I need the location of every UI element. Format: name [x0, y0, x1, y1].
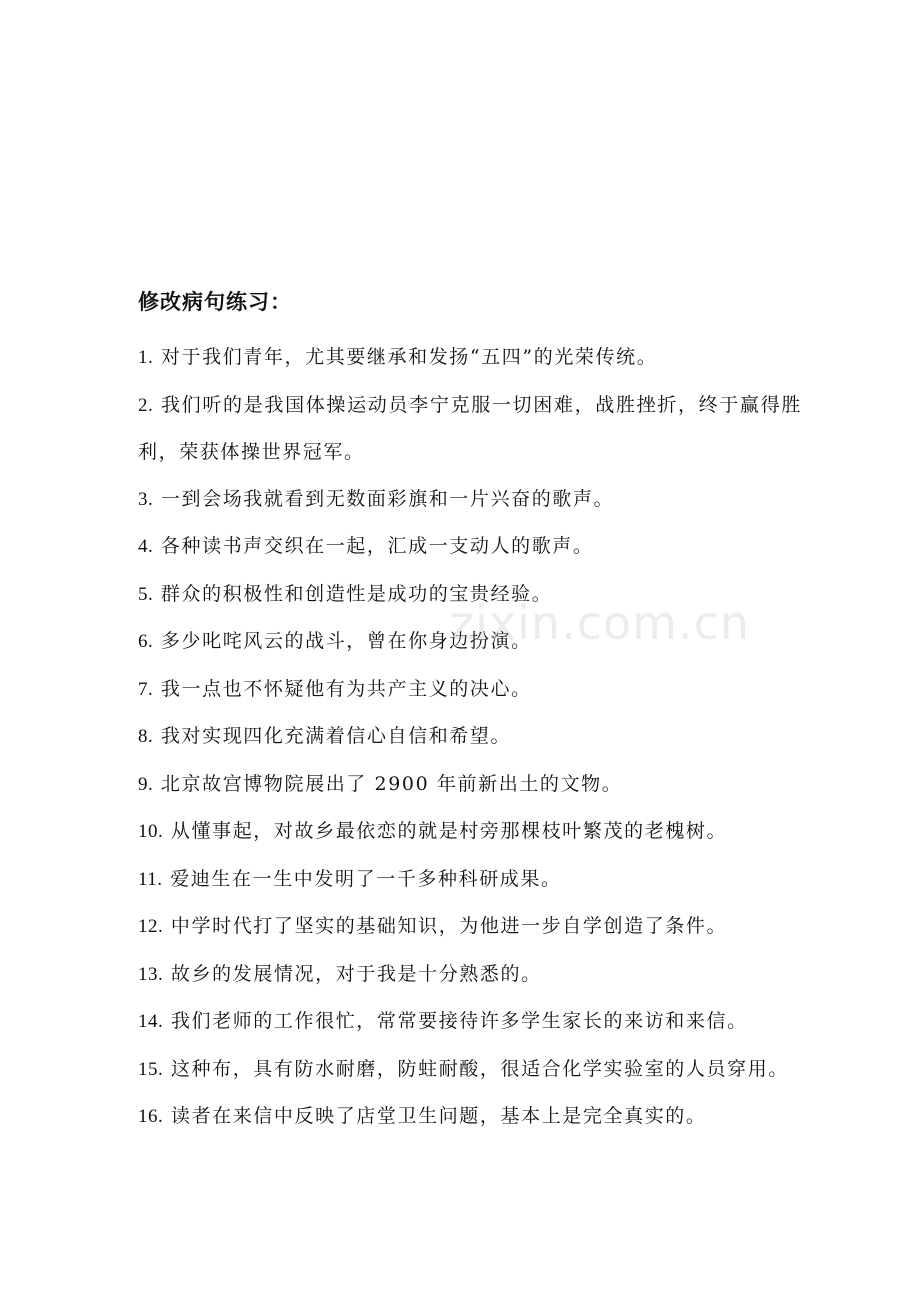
list-item — [138, 523, 802, 571]
item-number: 13. — [138, 963, 164, 985]
list-item — [138, 571, 802, 619]
list-item — [138, 1046, 802, 1094]
item-number: 11. — [138, 868, 163, 890]
list-item — [138, 761, 802, 809]
exercise-list — [138, 334, 802, 1141]
list-item — [138, 382, 802, 476]
item-number: 16. — [138, 1106, 164, 1127]
watermark: zixin.com.cn — [450, 596, 751, 650]
item-number: 8. — [138, 726, 154, 747]
list-item — [138, 1093, 802, 1141]
item-text: 我们老师的工作很忙，常常要接待许多学生家长的来访和来信。 — [170, 1010, 748, 1032]
list-item — [138, 808, 802, 856]
item-text: 故乡的发展情况，对于我是十分熟悉的。 — [170, 962, 542, 985]
item-text: 从懂事起，对故乡最依恋的就是村旁那棵枝叶繁茂的老槐树。 — [170, 820, 728, 842]
item-text: 各种读书声交织在一起，汇成一支动人的歌声。 — [160, 535, 594, 557]
item-text: 爱迪生在一生中发明了一千多种科研成果。 — [170, 867, 562, 890]
item-text: 读者在来信中反映了店堂卫生问题，基本上是完全真实的。 — [170, 1105, 707, 1127]
item-text: 一到会场我就看到无数面彩旗和一片兴奋的歌声。 — [160, 487, 615, 510]
list-item — [138, 476, 802, 524]
item-number: 14. — [138, 1011, 164, 1032]
list-item — [138, 903, 802, 951]
item-number: 2. — [138, 394, 154, 416]
list-item — [138, 998, 802, 1046]
item-text: 中学时代打了坚实的基础知识，为他进一步自学创造了条件。 — [170, 915, 728, 937]
item-number: 6. — [138, 631, 154, 652]
list-item — [138, 334, 802, 382]
item-number: 15. — [138, 1058, 164, 1080]
item-number: 12. — [138, 916, 164, 937]
item-text: 群众的积极性和创造性是成功的宝贵经验。 — [160, 582, 553, 605]
item-number: 4. — [138, 536, 154, 557]
list-item — [138, 856, 802, 904]
item-text: 我一点也不怀疑他有为共产主义的决心。 — [160, 677, 532, 700]
item-text: 对于我们青年，尤其要继承和发扬“五四”的光荣传统。 — [160, 346, 658, 368]
page-title: 修改病句练习： — [138, 289, 292, 314]
list-item — [138, 618, 802, 666]
list-item — [138, 666, 802, 714]
list-item — [138, 713, 802, 761]
item-text: 多少叱咤风云的战斗，曾在你身边扮演。 — [160, 630, 532, 652]
item-text: 这种布，具有防水耐磨，防蛀耐酸，很适合化学实验室的人员穿用。 — [170, 1057, 789, 1080]
item-text: 北京故宫博物院展出了 2900 年前新出土的文物。 — [160, 772, 623, 795]
item-number: 3. — [138, 488, 154, 510]
item-text: 我对实现四化充满着信心自信和希望。 — [160, 725, 512, 747]
item-number: 9. — [138, 773, 154, 795]
item-text: 我们听的是我国体操运动员李宁克服一切困难，战胜挫折，终于赢得胜利，荣获体操世界冠军。 — [138, 393, 803, 463]
item-number: 5. — [138, 583, 154, 605]
list-item — [138, 951, 802, 999]
item-number: 7. — [138, 678, 154, 700]
item-number: 1. — [138, 347, 154, 368]
item-number: 10. — [138, 821, 164, 842]
